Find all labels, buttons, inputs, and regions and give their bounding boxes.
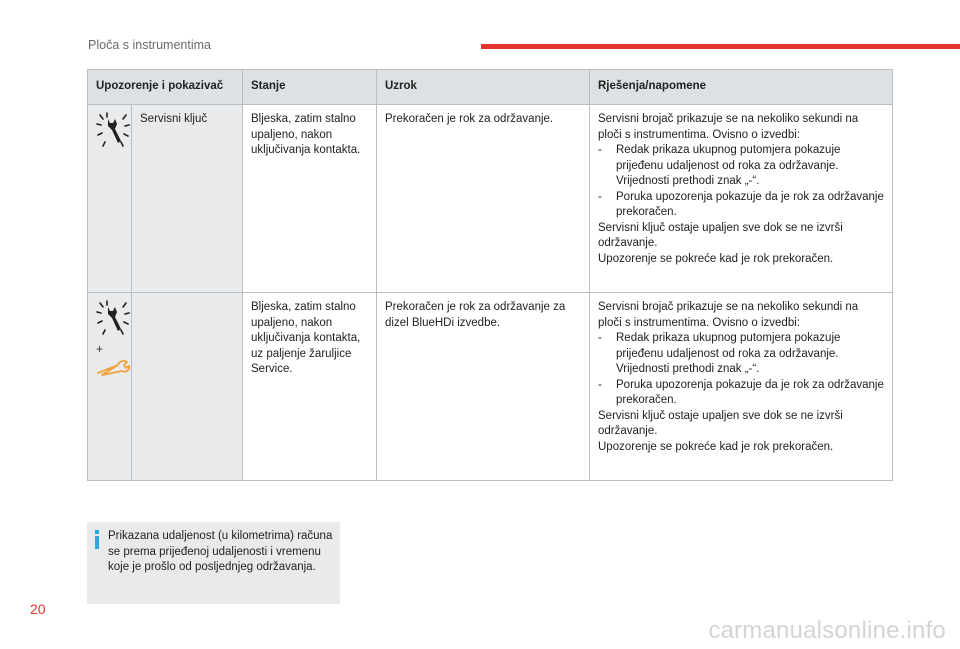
notes-intro: Servisni brojač prikazuje se na nekoliko sekundi na ploči s instrumentima. Ovisno o izvedbi: bbox=[598, 113, 859, 141]
state-cell: Bljeska, zatim stalno upaljeno, nakon uključivanja kontakta. bbox=[243, 105, 377, 293]
warning-name: Servisni ključ bbox=[132, 105, 243, 293]
notes-text: Upozorenje se pokreće kad je rok prekoračen. bbox=[598, 252, 834, 265]
info-icon bbox=[94, 530, 100, 548]
header-accent-bar bbox=[481, 44, 960, 49]
notes-text: Servisni ključ ostaje upaljen sve dok se ne izvrši održavanje. bbox=[598, 409, 843, 437]
list-item: - Poruka upozorenja pokazuje da je rok za održavanje prekoračen. bbox=[598, 190, 884, 218]
warning-name bbox=[132, 293, 243, 481]
notes-text: Upozorenje se pokreće kad je rok prekoračen. bbox=[598, 440, 834, 453]
warning-table bbox=[87, 69, 893, 481]
notes-list bbox=[598, 331, 884, 409]
state-cell: Bljeska, zatim stalno upaljeno, nakon uključivanja kontakta, uz paljenje žaruljice Service. bbox=[243, 293, 377, 481]
notes-cell bbox=[590, 105, 893, 293]
section-title: Ploča s instrumentima bbox=[88, 38, 211, 52]
service-wrench-light-icon bbox=[96, 112, 130, 150]
cause-cell: Prekoračen je rok za održavanje. bbox=[377, 105, 590, 293]
column-header-warning: Upozorenje i pokazivač bbox=[88, 70, 243, 105]
notes-list bbox=[598, 143, 884, 221]
list-item: - Redak prikaza ukupnog putomjera pokazuje prijeđenu udaljenost od roka za održavanje. Vrijednosti prethodi znak „-“. bbox=[598, 144, 841, 187]
warning-icon-cell bbox=[88, 293, 132, 481]
watermark: carmanualsonline.info bbox=[708, 617, 946, 644]
table-row bbox=[88, 293, 893, 481]
service-spanner-icon bbox=[96, 360, 132, 376]
column-header-state: Stanje bbox=[243, 70, 377, 105]
cause-cell: Prekoračen je rok za održavanje za dizel BlueHDi izvedbe. bbox=[377, 293, 590, 481]
info-box bbox=[87, 522, 340, 604]
notes-text: Servisni ključ ostaje upaljen sve dok se ne izvrši održavanje. bbox=[598, 221, 843, 249]
service-wrench-light-icon bbox=[96, 300, 130, 338]
column-header-cause: Uzrok bbox=[377, 70, 590, 105]
notes-intro: Servisni brojač prikazuje se na nekoliko sekundi na ploči s instrumentima. Ovisno o izvedbi: bbox=[598, 301, 859, 329]
table-row bbox=[88, 105, 893, 293]
notes-cell bbox=[590, 293, 893, 481]
list-item: - Redak prikaza ukupnog putomjera pokazuje prijeđenu udaljenost od roka za održavanje. Vrijednosti prethodi znak „-“. bbox=[598, 332, 841, 375]
page-number: 20 bbox=[30, 601, 46, 617]
info-text: Prikazana udaljenost (u kilometrima) računa se prema prijeđenoj udaljenosti i vremenu koje je prošlo od posljednjeg održavanja. bbox=[108, 530, 333, 573]
list-item: - Poruka upozorenja pokazuje da je rok za održavanje prekoračen. bbox=[598, 378, 884, 406]
plus-sign: + bbox=[96, 342, 104, 356]
warning-icon-cell bbox=[88, 105, 132, 293]
column-header-notes: Rješenja/napomene bbox=[590, 70, 893, 105]
table-header-row bbox=[88, 70, 893, 105]
